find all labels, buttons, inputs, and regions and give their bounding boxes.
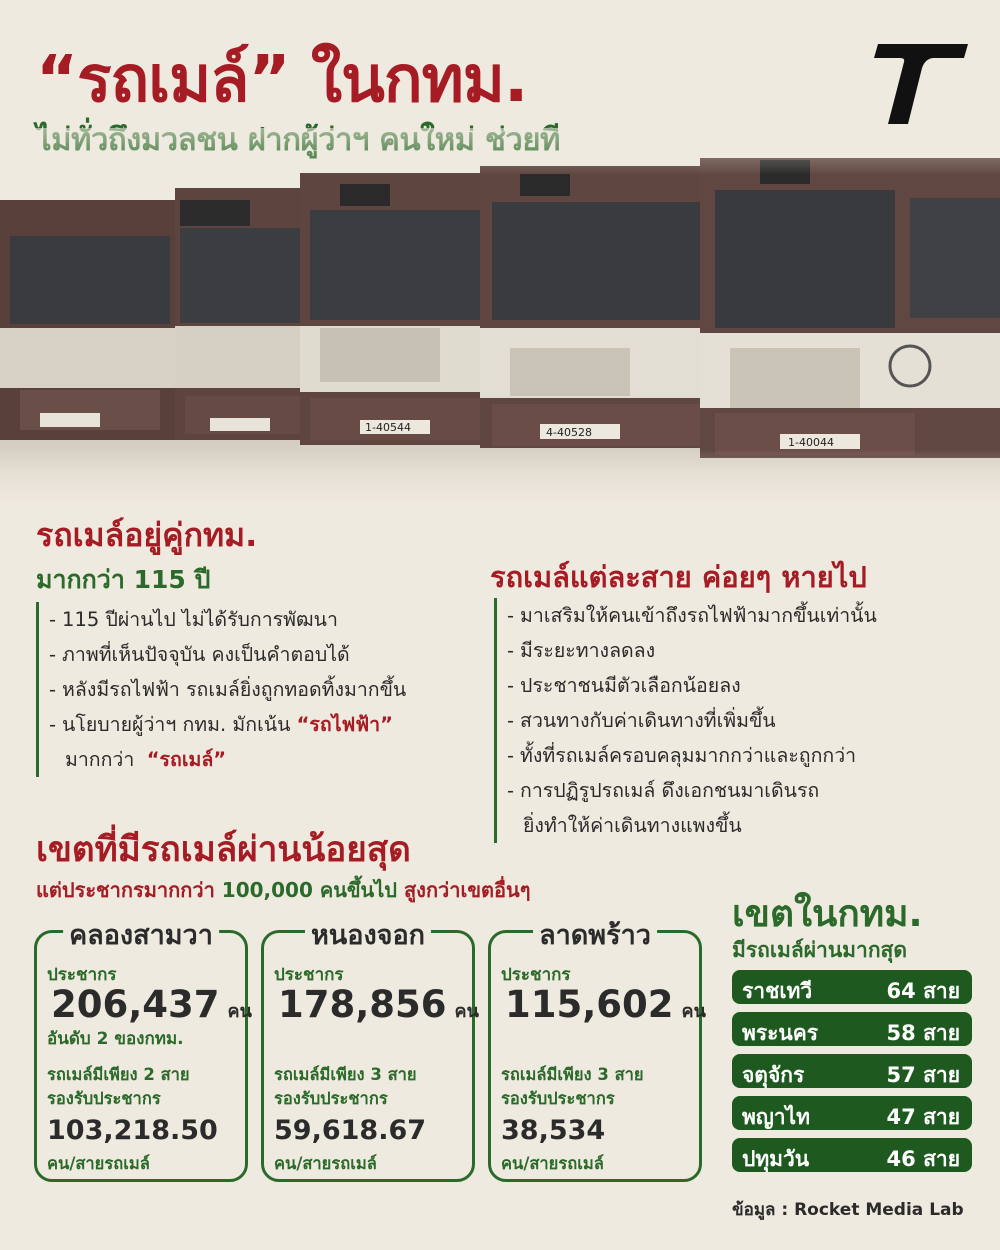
highlight-bus: “รถเมล์” — [146, 748, 227, 771]
ratio-unit: คน/สายรถเมล์ — [501, 1154, 604, 1173]
list-item-cont: มากกว่า “รถเมล์” — [65, 748, 227, 771]
list-item: - หลังมีรถไฟฟ้า รถเมล์ยิ่งถูกทอดทิ้งมากขึ้น — [49, 678, 407, 701]
ratio-value: 59,618.67 — [274, 1115, 427, 1146]
ranking-count: 64 สาย — [886, 979, 960, 1003]
bus-lines-note: รถเมล์มีเพียง 3 สาย รองรับประชากร — [501, 1065, 644, 1108]
least-subtitle: แต่ประชากรมากกว่า 100,000 คนขึ้นไป สูงกว่าเขตอื่นๆ — [36, 878, 531, 902]
district-card — [34, 920, 252, 1182]
ranking-row — [732, 970, 972, 1004]
rocket-media-lab-logo-icon — [872, 36, 972, 128]
list-item: - มีระยะทางลดลง — [507, 639, 656, 662]
population-value: 206,437 คน — [51, 983, 252, 1026]
ranking-row — [732, 1012, 972, 1046]
district-name: คลองสามวา — [63, 913, 219, 956]
population-value: 115,602 คน — [505, 983, 706, 1026]
disappear-title: รถเมล์แต่ละสาย ค่อยๆ หายไป — [490, 560, 867, 594]
history-list — [36, 602, 406, 777]
bus-lines-note: รถเมล์มีเพียง 2 สาย รองรับประชากร — [47, 1065, 190, 1108]
list-item: - 115 ปีผ่านไป ไม่ได้รับการพัฒนา — [49, 608, 338, 631]
population-label: ประชากร — [501, 965, 571, 985]
most-title: เขตในกทม. — [732, 892, 923, 935]
ratio-unit: คน/สายรถเมล์ — [274, 1154, 377, 1173]
population-label: ประชากร — [274, 965, 344, 985]
ranking-count: 58 สาย — [886, 1021, 960, 1045]
list-item: - การปฏิรูปรถเมล์ ดึงเอกชนมาเดินรถ — [507, 779, 820, 802]
district-card — [488, 920, 706, 1182]
ranking-row — [732, 1138, 972, 1172]
list-item-cont: ยิ่งทำให้ค่าเดินทางแพงขึ้น — [523, 814, 742, 837]
ratio-value: 38,534 — [501, 1115, 606, 1146]
list-item: - ทั้งที่รถเมล์ครอบคลุมมากกว่าและถูกกว่า — [507, 744, 857, 767]
district-rank: อันดับ 2 ของกทม. — [47, 1029, 184, 1049]
district-name: ลาดพร้าว — [533, 913, 657, 956]
list-item: - มาเสริมให้คนเข้าถึงรถไฟฟ้ามากขึ้นเท่านั้น — [507, 604, 877, 627]
most-subtitle: มีรถเมล์ผ่านมากสุด — [732, 938, 907, 962]
ranking-district: ปทุมวัน — [742, 1147, 810, 1171]
bus-lines-note: รถเมล์มีเพียง 3 สาย รองรับประชากร — [274, 1065, 417, 1108]
ratio-value: 103,218.50 — [47, 1115, 218, 1146]
highlight-skytrain: “รถไฟฟ้า” — [296, 713, 393, 736]
history-subtitle: มากกว่า 115 ปี — [36, 565, 211, 594]
source-credit: ข้อมูล : Rocket Media Lab — [732, 1200, 964, 1220]
ranking-district: จตุจักร — [742, 1063, 805, 1087]
ranking-count: 46 สาย — [886, 1147, 960, 1171]
list-item: - ประชาชนมีตัวเลือกน้อยลง — [507, 674, 741, 697]
list-item: - ภาพที่เห็นปัจจุบัน คงเป็นคำตอบได้ — [49, 643, 350, 666]
ranking-row — [732, 1096, 972, 1130]
least-title: เขตที่มีรถเมล์ผ่านน้อยสุด — [36, 830, 411, 870]
population-value: 178,856 คน — [278, 983, 479, 1026]
ranking-district: ราชเทวี — [742, 979, 813, 1003]
list-item: - นโยบายผู้ว่าฯ กทม. มักเน้น “รถไฟฟ้า” — [49, 713, 393, 736]
ranking-count: 47 สาย — [886, 1105, 960, 1129]
page-title: “รถเมล์” ในกทม. — [36, 43, 528, 117]
ranking-district: พระนคร — [742, 1021, 819, 1045]
district-name: หนองจอก — [305, 913, 431, 956]
bus-row-photo — [0, 128, 1000, 520]
ranking-count: 57 สาย — [886, 1063, 960, 1087]
district-card — [261, 920, 479, 1182]
history-title: รถเมล์อยู่คู่กทม. — [36, 516, 258, 554]
disappear-list — [494, 598, 877, 843]
ranking-row — [732, 1054, 972, 1088]
ratio-unit: คน/สายรถเมล์ — [47, 1154, 150, 1173]
population-label: ประชากร — [47, 965, 117, 985]
list-item: - สวนทางกับค่าเดินทางที่เพิ่มขึ้น — [507, 709, 776, 732]
ranking-district: พญาไท — [742, 1105, 810, 1129]
